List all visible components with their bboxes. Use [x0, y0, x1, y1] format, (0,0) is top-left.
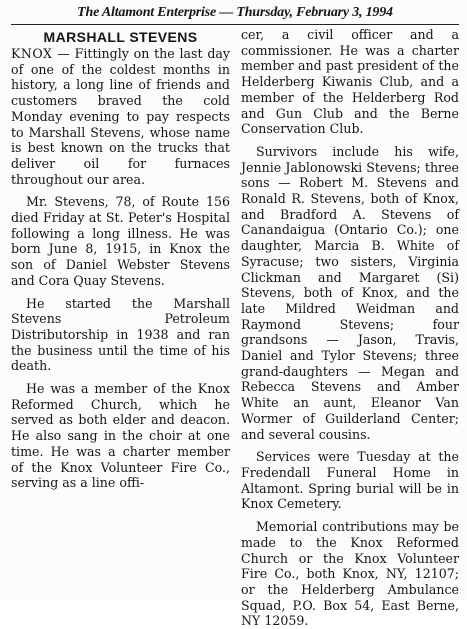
paragraph-survivors: Survivors include his wife, Jennie Jablonowski Stevens; three sons — Robert M. Stevens and Ronald R. Stevens, both of Knox, and Bradford A. Stevens of Canandaigua (Ontario Co.); one daughter, Marcia B. White of Syracuse; two sisters, Virginia Clickman and Margaret (Si) Stevens, both of Knox, and the late Mildred Weidman and Raymond Stevens; four grandsons — Jason, Travis, Daniel and Tylor Stevens; three grand-daughters — Megan and Rebecca Stevens and Amber White an aunt, Eleanor Van Wormer of Guilderland Center; and several cousins. — [241, 143, 459, 442]
newspaper-header: The Altamont Enterprise — Thursday, February 3, 1994 — [11, 3, 459, 25]
right-column — [241, 27, 459, 629]
paragraph-opening — [11, 46, 230, 187]
article-title: MARSHALL STEVENS — [43, 29, 198, 45]
paragraph-business: He started the Marshall Stevens Petroleum Distributorship in 1938 and ran the business until the time of his death. — [11, 295, 230, 374]
article-columns — [11, 27, 459, 629]
paragraph-opening-text: — Fittingly on the last day of one of the coldest months in history, a long line of friends and customers braved the cold Monday evening to pay respects to Marshall Stevens, whose name is best known on the trucks that deliver oil for furnaces throughout our area. — [11, 46, 230, 187]
left-column — [11, 27, 230, 629]
paragraph-memorial: Memorial contributions may be made to the Knox Reformed Church or the Knox Volunteer Fire Co., both Knox, NY, 12107; or the Helderberg Ambulance Squad, P.O. Box 54, East Berne, NY 12059. — [241, 519, 459, 629]
dateline: KNOX — [11, 46, 53, 61]
paragraph-church-fire: He was a member of the Knox Reformed Church, which he served as both elder and deacon. He also sang in the choir at one time. He was a charter member of the Knox Volunteer Fire Co., serving as a line offi- — [11, 381, 230, 491]
paragraph-civic-continued: cer, a civil officer and a commissioner. He was a charter member and past president of the Helderberg Kiwanis Club, and a member of the Helderberg Rod and Gun Club and the Berne Conservation Club. — [241, 27, 459, 137]
paragraph-death-notice: Mr. Stevens, 78, of Route 156 died Friday at St. Peter's Hospital following a long illness. He was born June 8, 1915, in Knox the son of Daniel Webster Stevens and Cora Quay Stevens. — [11, 194, 230, 288]
paragraph-services: Services were Tuesday at the Fredendall Funeral Home in Altamont. Spring burial will be in Knox Cemetery. — [241, 449, 459, 512]
